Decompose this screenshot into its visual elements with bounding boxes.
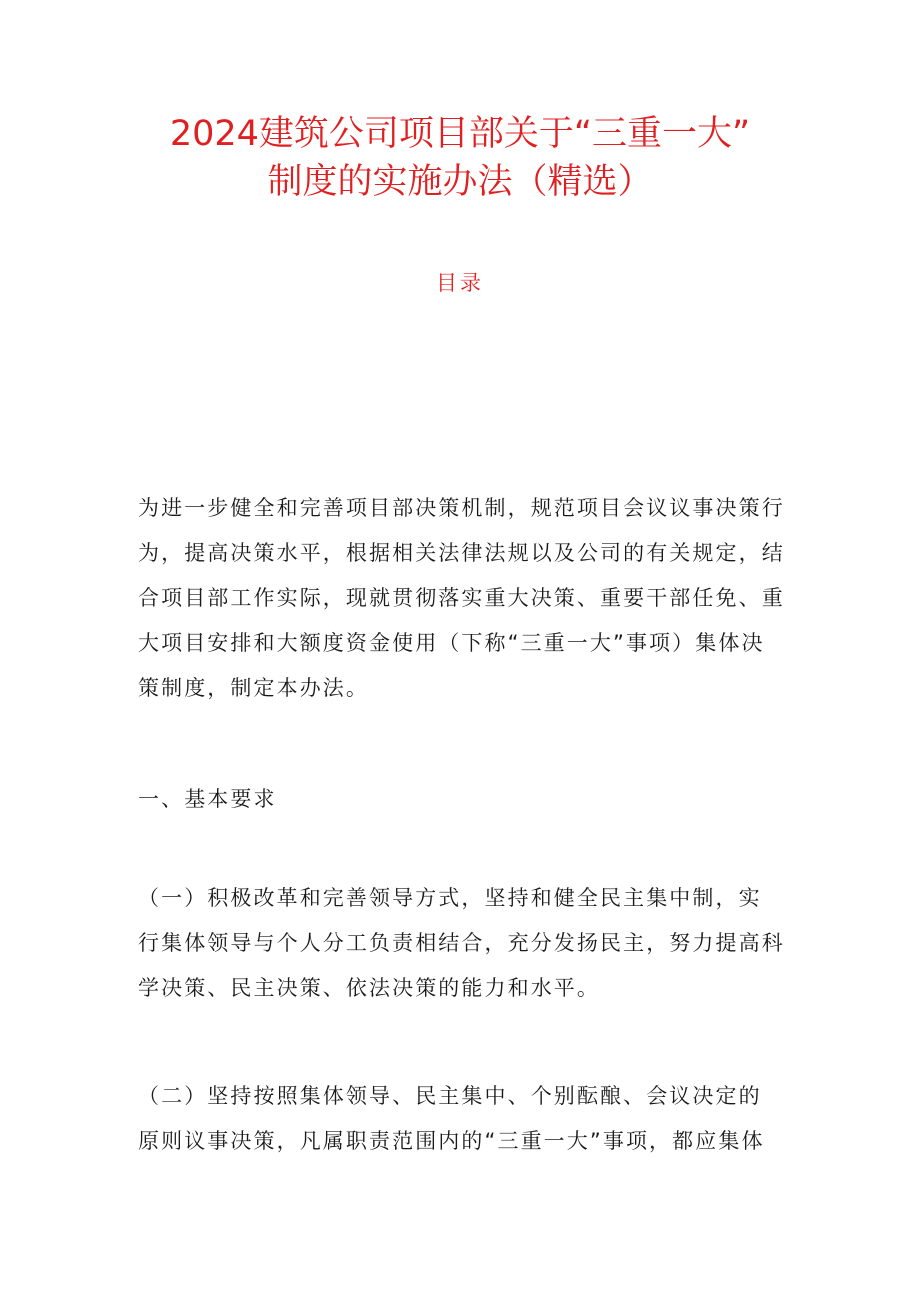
paragraph-line: 合项目部工作实际，现就贯彻落实重大决策、重要干部任免、重 <box>138 586 785 610</box>
intro-paragraph <box>138 486 788 711</box>
section-heading-basic-requirements <box>138 777 788 822</box>
paragraph-line: 大项目安排和大额度资金使用（下称“三重一大”事项）集体决 <box>138 631 765 655</box>
requirement-item-1 <box>138 876 788 1011</box>
document-title-line-2: 制度的实施办法（精选） <box>267 162 653 202</box>
paragraph-line: 为，提高决策水平，根据相关法律法规以及公司的有关规定，结 <box>138 541 785 565</box>
paragraph-line: 行集体领导与个人分工负责相结合，充分发扬民主，努力提高科 <box>138 931 785 955</box>
requirement-item-2 <box>138 1074 788 1164</box>
paragraph-line: 原则议事决策，凡属职责范围内的“三重一大”事项，都应集体 <box>138 1129 765 1153</box>
paragraph-line: （一）积极改革和完善领导方式，坚持和健全民主集中制，实 <box>138 886 762 910</box>
paragraph-line: 为进一步健全和完善项目部决策机制，规范项目会议议事决策行 <box>138 496 785 520</box>
paragraph-line: 策制度，制定本办法。 <box>138 676 369 700</box>
paragraph-line: （二）坚持按照集体领导、民主集中、个别酝酿、会议决定的 <box>138 1084 762 1108</box>
paragraph-line: 学决策、民主决策、依法决策的能力和水平。 <box>138 976 600 1000</box>
section-heading-text: 一、基本要求 <box>138 787 277 811</box>
table-of-contents-label: 目录 <box>436 271 484 295</box>
document-title-line-1: 2024建筑公司项目部关于“三重一大” <box>169 114 751 154</box>
